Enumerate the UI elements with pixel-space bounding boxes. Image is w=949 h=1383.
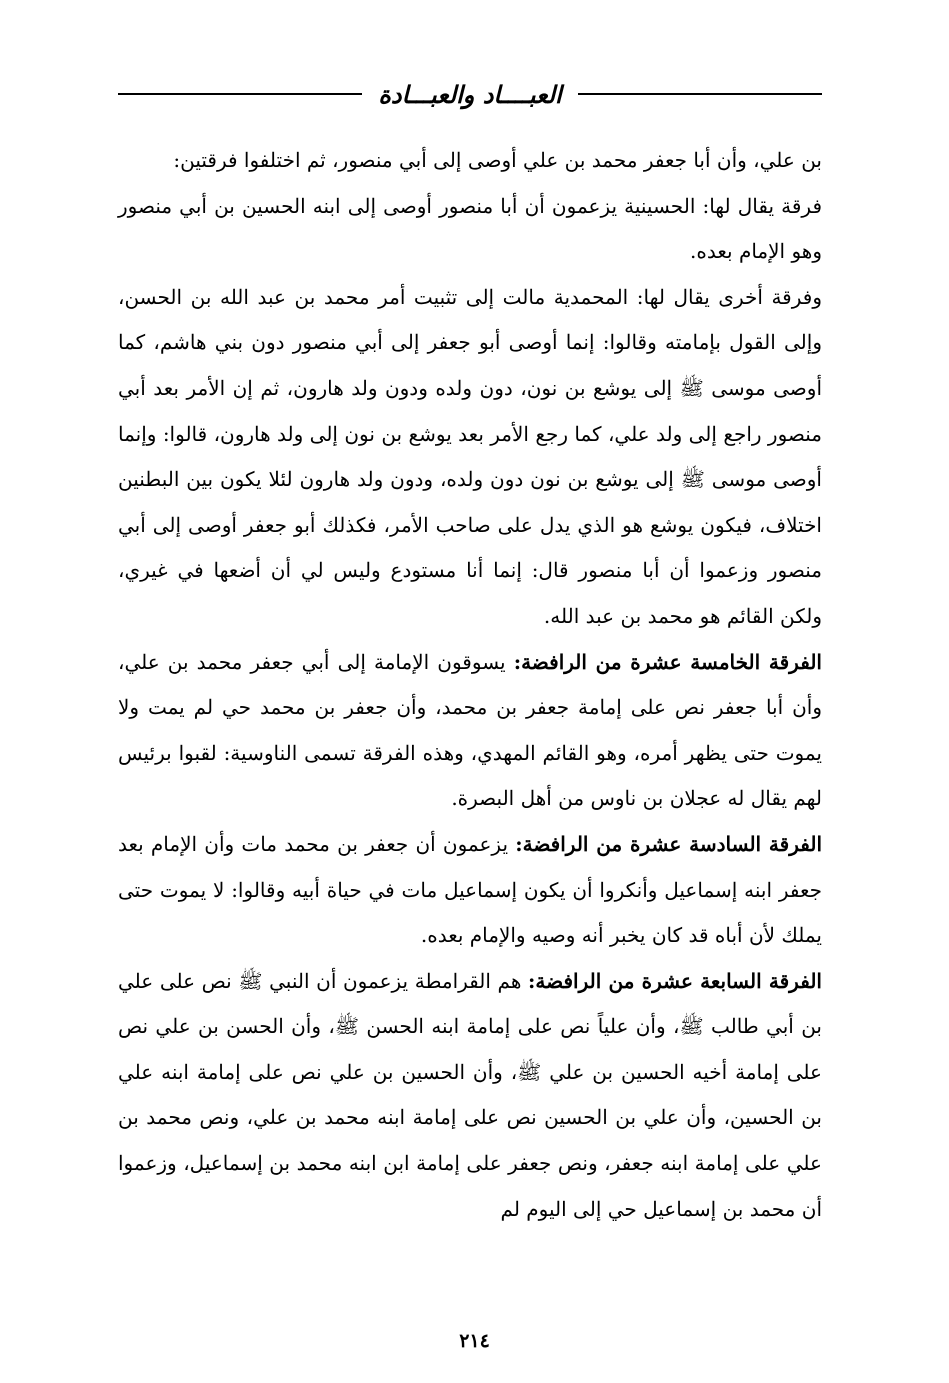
paragraph <box>118 138 822 184</box>
page-number: ٢١٤ <box>459 1330 490 1352</box>
paragraph-text: هم القرامطة يزعمون أن النبي ﷺ نص على علي بن أبي طالب ﷺ، وأن علياً نص على إمامة ابنه الحسن ﷺ، وأن الحسن بن علي نص على إمامة أخيه الحسين بن علي ﷺ، وأن الحسين بن علي نص على إمامة ابنه علي بن الحسين، وأن علي بن الحسين نص على إمامة ابنه محمد بن علي، ونص محمد بن علي على إمامة ابنه جعفر، ونص جعفر على إمامة ابن ابنه محمد بن إسماعيل، وزعموا أن محمد بن إسماعيل حي إلى اليوم لم <box>118 968 822 1221</box>
paragraph <box>118 959 822 1233</box>
paragraph-text: بن علي، وأن أبا جعفر محمد بن علي أوصى إلى أبي منصور، ثم اختلفوا فرقتين: <box>173 148 822 172</box>
paragraph-heading: الفرقة الخامسة عشرة من الرافضة: <box>513 649 822 674</box>
paragraph-text: وفرقة أخرى يقال لها: المحمدية مالت إلى تثبيت أمر محمد بن عبد الله بن الحسن، وإلى القول بإمامته وقالوا: إنما أوصى أبو جعفر إلى أبي منصور دون بني هاشم، كما أوصى موسى ﷺ إلى يوشع بن نون، دون ولده ودون ولد هارون، ثم إن الأمر بعد أبي منصور راجع إلى ولد علي، كما رجع الأمر بعد يوشع بن نون إلى ولد هارون، قالوا: وإنما أوصى موسى ﷺ إلى يوشع بن نون دون ولده، ودون ولد هارون لئلا يكون بين البطنين اختلاف، فيكون يوشع هو الذي يدل على صاحب الأمر، فكذلك أبو جعفر أوصى إلى أبي منصور وزعموا أن أبا منصور قال: إنما أنا مستودع وليس لي أن أضعها في غيري، ولكن القائم هو محمد بن عبد الله. <box>118 284 822 628</box>
paragraph <box>118 184 822 275</box>
paragraph-text: فرقة يقال لها: الحسينية يزعمون أن أبا منصور أوصى إلى ابنه الحسين بن أبي منصور وهو الإمام بعده. <box>118 193 822 264</box>
running-header-title: العبــــاد والعبـــادة <box>378 79 562 109</box>
header-rule-left <box>118 93 362 95</box>
body-text <box>118 138 822 1232</box>
paragraph-text: يزعمون أن جعفر بن محمد مات وأن الإمام بعد جعفر ابنه إسماعيل وأنكروا أن يكون إسماعيل مات في حياة أبيه وقالوا: لا يموت حتى يملك لأن أباه قد كان يخبر أنه وصيه والإمام بعده. <box>118 831 822 948</box>
paragraph-text: يسوقون الإمامة إلى أبي جعفر محمد بن علي، وأن أبا جعفر نص على إمامة جعفر بن محمد، وأن جعفر بن محمد حي لم يمت ولا يموت حتى يظهر أمره، وهو القائم المهدي، وهذه الفرقة تسمى الناوسية: لقبوا برئيس لهم يقال له عجلان بن ناوس من أهل البصرة. <box>118 649 822 811</box>
paragraph <box>118 822 822 959</box>
paragraph-heading: الفرقة السابعة عشرة من الرافضة: <box>528 968 822 993</box>
paragraph-heading: الفرقة السادسة عشرة من الرافضة: <box>515 831 823 856</box>
header-rule-right <box>578 93 822 95</box>
paragraph <box>118 640 822 822</box>
running-header <box>118 70 822 118</box>
paragraph <box>118 275 822 640</box>
